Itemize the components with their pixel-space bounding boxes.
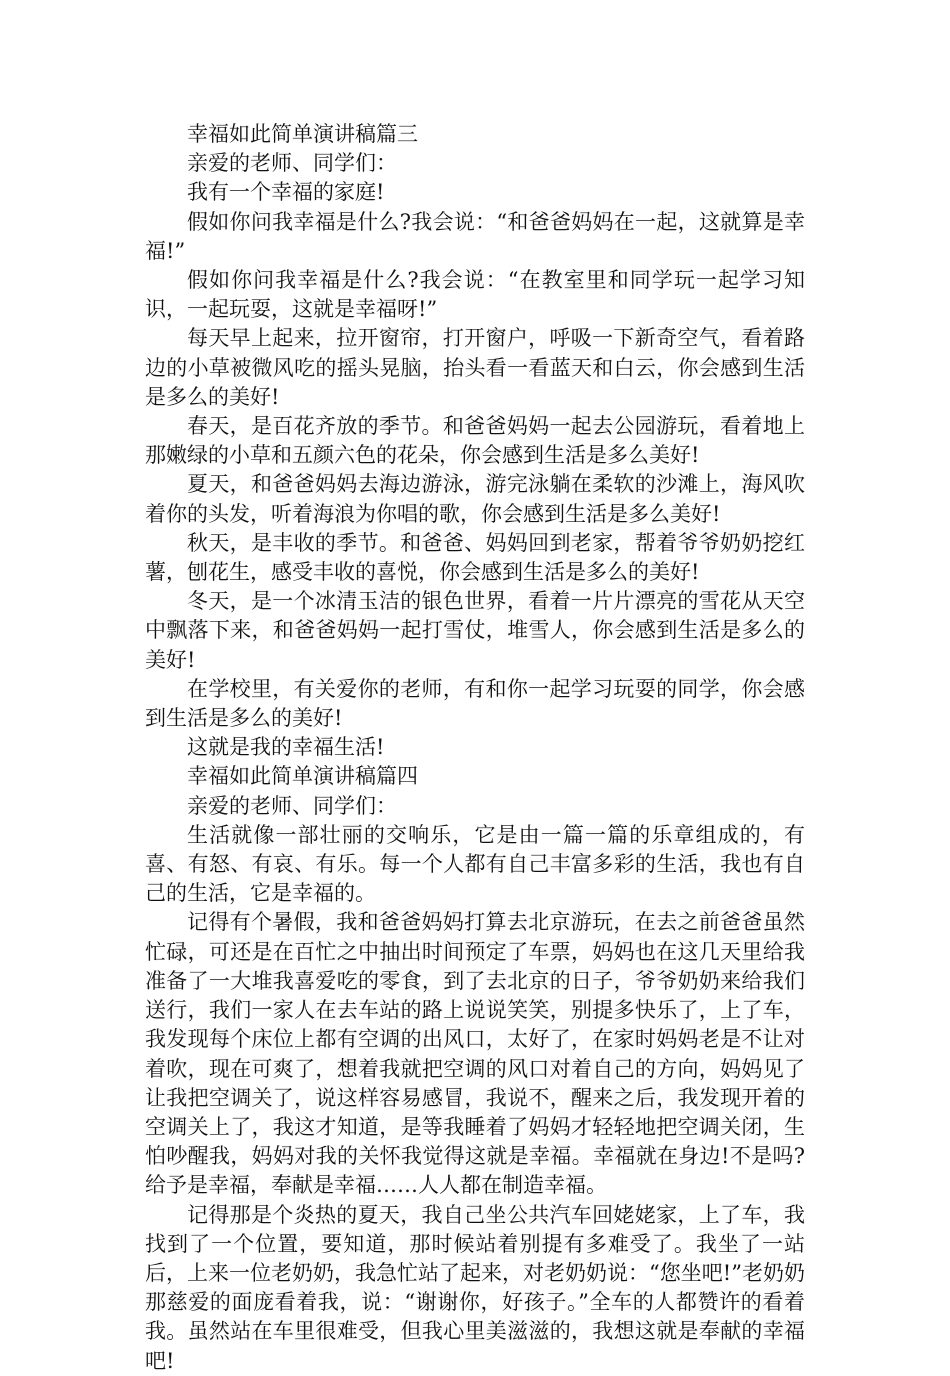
salutation: 亲爱的老师、同学们： bbox=[187, 793, 397, 818]
paragraph: 记得那是个炎热的夏天，我自己坐公共汽车回姥姥家，上了车，我找到了一个位置，要知道，那时候站着别提有多难受了。我坐了一站后，上来一位老奶奶，我急忙站了起来，对老奶奶说：“您坐吧!”老奶奶那慈爱的面庞看着我，说：“谢谢你，好孩子。”全车的人都赞许的看着我。虽然站在车里很难受，但我心里美滋滋的，我想这就是奉献的幸福吧! bbox=[145, 1202, 805, 1373]
paragraph: 冬天，是一个冰清玉洁的银色世界，看着一片片漂亮的雪花从天空中飘落下来，和爸爸妈妈一起打雪仗，堆雪人，你会感到生活是多么的美好! bbox=[145, 589, 805, 672]
paragraph: 春天，是百花齐放的季节。和爸爸妈妈一起去公园游玩，看着地上那嫩绿的小草和五颜六色的花朵，你会感到生活是多么美好! bbox=[145, 414, 805, 468]
salutation: 亲爱的老师、同学们： bbox=[187, 151, 397, 176]
section-title: 幸福如此简单演讲稿篇三 bbox=[187, 122, 418, 146]
paragraph: 每天早上起来，拉开窗帘，打开窗户，呼吸一下新奇空气，看着路边的小草被微风吃的摇头晃脑，抬头看一看蓝天和白云，你会感到生活是多么的美好! bbox=[145, 326, 805, 409]
document-body bbox=[145, 120, 805, 1376]
paragraph: 生活就像一部壮丽的交响乐，它是由一篇一篇的乐章组成的，有喜、有怒、有哀、有乐。每一个人都有自己丰富多彩的生活，我也有自己的生活，它是幸福的。 bbox=[145, 822, 805, 906]
paragraph: 假如你问我幸福是什么?我会说：“在教室里和同学玩一起学习知识，一起玩耍，这就是幸福呀!” bbox=[145, 268, 805, 322]
paragraph: 在学校里，有关爱你的老师，有和你一起学习玩耍的同学，你会感到生活是多么的美好! bbox=[145, 676, 805, 731]
paragraph: 我有一个幸福的家庭! bbox=[187, 180, 385, 205]
paragraph: 假如你问我幸福是什么?我会说：“和爸爸妈妈在一起，这就算是幸福!” bbox=[145, 209, 805, 263]
section-title: 幸福如此简单演讲稿篇四 bbox=[187, 764, 418, 789]
paragraph: 记得有个暑假，我和爸爸妈妈打算去北京游玩，在去之前爸爸虽然忙碌，可还是在百忙之中抽出时间预定了车票，妈妈也在这几天里给我准备了一大堆我喜爱吃的零食，到了去北京的日子，爷爷奶奶来给我们送行，我们一家人在去车站的路上说说笑笑，别提多快乐了，上了车，我发现每个床位上都有空调的出风口，太好了，在家时妈妈老是不让对着吹，现在可爽了，想着我就把空调的风口对着自己的方向，妈妈见了让我把空调关了，说这样容易感冒，我说不，醒来之后，我发现开着的空调关上了，我这才知道，是等我睡着了妈妈才轻轻地把空调关闭，生怕吵醒我，妈妈对我的关怀我觉得这就是幸福。幸福就在身边!不是吗?给予是幸福，奉献是幸福……人人都在制造幸福。 bbox=[145, 910, 805, 1198]
paragraph: 这就是我的幸福生活! bbox=[187, 735, 385, 760]
paragraph: 秋天，是丰收的季节。和爸爸、妈妈回到老家，帮着爷爷奶奶挖红薯，刨花生，感受丰收的喜悦，你会感到生活是多么的美好! bbox=[145, 530, 805, 585]
paragraph: 夏天，和爸爸妈妈去海边游泳，游完泳躺在柔软的沙滩上，海风吹着你的头发，听着海浪为你唱的歌，你会感到生活是多么美好! bbox=[145, 472, 805, 526]
